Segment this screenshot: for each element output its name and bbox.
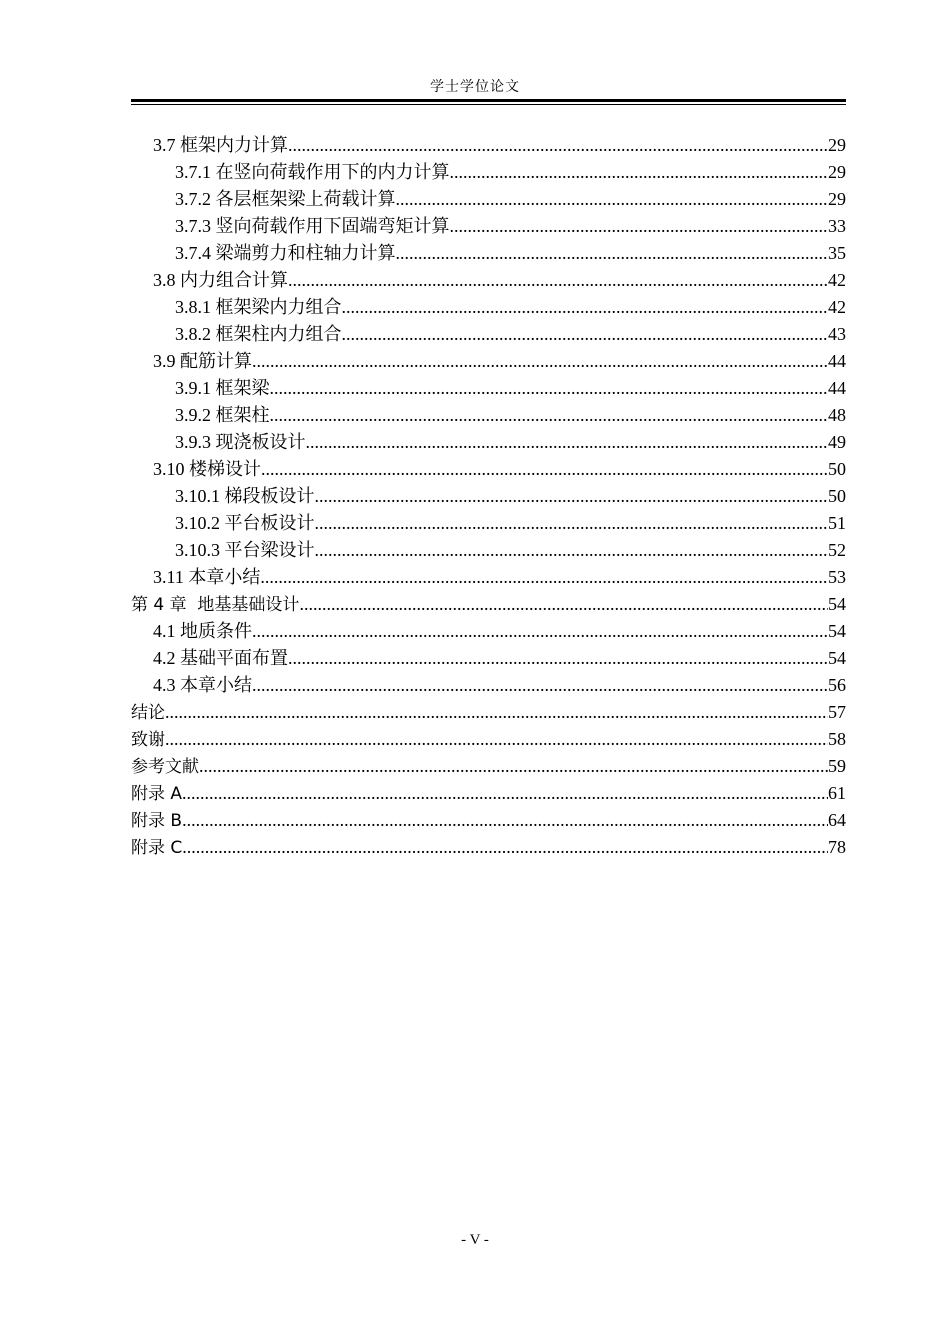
toc-entry-title: 3.8.1 框架梁内力组合 [175, 297, 342, 317]
toc-entry-title: 附录 C [131, 838, 183, 858]
toc-dot-leader [270, 375, 829, 402]
toc-dot-leader [252, 672, 828, 699]
toc-entry-3-7-3[interactable] [131, 213, 846, 240]
toc-page-number: 44 [828, 351, 846, 371]
toc-entry-title: 结论 [131, 703, 165, 723]
page-footer-number: - V - [461, 1232, 489, 1248]
toc-entry-title: 3.10.1 梯段板设计 [175, 486, 315, 506]
toc-entry-3-7-4[interactable] [131, 240, 846, 267]
toc-dot-leader [299, 591, 828, 618]
toc-page-number: 42 [828, 270, 846, 290]
toc-entry-title: 3.9.1 框架梁 [175, 378, 270, 398]
toc-entry-4-1[interactable] [131, 618, 846, 645]
toc-dot-leader [342, 294, 829, 321]
toc-dot-leader [315, 483, 829, 510]
toc-entry-3-8-2[interactable] [131, 321, 846, 348]
toc-entry-3-9-2[interactable] [131, 402, 846, 429]
toc-dot-leader [315, 510, 829, 537]
toc-page-number: 48 [828, 405, 846, 425]
toc-entry-3-9[interactable] [131, 348, 846, 375]
toc-entry-3-7-2[interactable] [131, 186, 846, 213]
toc-dot-leader [450, 159, 829, 186]
toc-entry-title: 3.7.4 梁端剪力和柱轴力计算 [175, 243, 396, 263]
toc-page-number: 29 [828, 162, 846, 182]
toc-entry-title: 3.10.3 平台梁设计 [175, 540, 315, 560]
toc-dot-leader [396, 186, 829, 213]
toc-entry-title: 3.10 楼梯设计 [153, 459, 261, 479]
header-divider-thin [131, 104, 846, 105]
toc-entry-3-8-1[interactable] [131, 294, 846, 321]
toc-entry-appendix-c[interactable] [131, 834, 846, 861]
toc-entry-title: 附录 B [131, 811, 183, 831]
toc-dot-leader [288, 132, 828, 159]
toc-entry-title: 附录 A [131, 784, 183, 804]
toc-entry-3-10[interactable] [131, 456, 846, 483]
toc-entry-appendix-b[interactable] [131, 807, 846, 834]
toc-dot-leader [199, 753, 828, 780]
toc-dot-leader [252, 618, 828, 645]
toc-page-number: 33 [828, 216, 846, 236]
toc-entry-references[interactable] [131, 753, 846, 780]
toc-entry-conclusion[interactable] [131, 699, 846, 726]
toc-entry-title: 致谢 [131, 730, 165, 750]
toc-entry-title: 3.7.3 竖向荷载作用下固端弯矩计算 [175, 216, 450, 236]
toc-entry-title: 4.3 本章小结 [153, 675, 252, 695]
toc-entry-3-10-3[interactable] [131, 537, 846, 564]
toc-dot-leader [182, 807, 828, 834]
toc-page-number: 29 [828, 189, 846, 209]
toc-dot-leader [315, 537, 829, 564]
toc-page-number: 52 [828, 540, 846, 560]
toc-page-number: 58 [828, 729, 846, 749]
toc-page-number: 78 [828, 837, 846, 857]
toc-dot-leader [182, 834, 828, 861]
toc-entry-title: 3.11 本章小结 [153, 567, 261, 587]
toc-page-number: 64 [828, 810, 846, 830]
toc-dot-leader [288, 645, 828, 672]
toc-page-number: 29 [828, 135, 846, 155]
toc-page-number: 53 [828, 567, 846, 587]
toc-entry-title: 3.9.2 框架柱 [175, 405, 270, 425]
toc-entry-title: 4.1 地质条件 [153, 621, 252, 641]
toc-entry-title: 3.10.2 平台板设计 [175, 513, 315, 533]
toc-dot-leader [165, 699, 828, 726]
toc-entry-3-10-2[interactable] [131, 510, 846, 537]
toc-entry-4-3[interactable] [131, 672, 846, 699]
toc-page-number: 44 [828, 378, 846, 398]
toc-dot-leader [252, 348, 828, 375]
toc-page-number: 59 [828, 756, 846, 776]
toc-page-number: 42 [828, 297, 846, 317]
toc-dot-leader [261, 456, 828, 483]
toc-dot-leader [288, 267, 828, 294]
toc-dot-leader [165, 726, 828, 753]
toc-entry-appendix-a[interactable] [131, 780, 846, 807]
toc-dot-leader [270, 402, 829, 429]
header-divider-thick [131, 99, 846, 102]
toc-entry-title: 3.7.2 各层框架梁上荷载计算 [175, 189, 396, 209]
toc-dot-leader [182, 780, 828, 807]
toc-dot-leader [260, 564, 828, 591]
toc-entry-4-2[interactable] [131, 645, 846, 672]
toc-entry-3-9-3[interactable] [131, 429, 846, 456]
toc-page-number: 35 [828, 243, 846, 263]
toc-entry-3-11[interactable] [131, 564, 846, 591]
toc-page-number: 54 [828, 621, 846, 641]
toc-page-number: 50 [828, 486, 846, 506]
toc-page-number: 56 [828, 675, 846, 695]
toc-entry-title: 参考文献 [131, 757, 199, 777]
toc-page-number: 54 [828, 594, 846, 614]
toc-page-number: 49 [828, 432, 846, 452]
toc-entry-title: 3.8 内力组合计算 [153, 270, 288, 290]
table-of-contents [131, 132, 846, 861]
toc-entry-title: 3.7 框架内力计算 [153, 135, 288, 155]
toc-page-number: 61 [828, 783, 846, 803]
toc-dot-leader [450, 213, 829, 240]
toc-entry-title: 3.7.1 在竖向荷载作用下的内力计算 [175, 162, 450, 182]
toc-entry-chapter-4[interactable] [131, 591, 846, 618]
toc-entry-title: 第 4 章 地基基础设计 [131, 595, 300, 615]
toc-entry-title: 3.9 配筋计算 [153, 351, 252, 371]
toc-entry-acknowledgements[interactable] [131, 726, 846, 753]
toc-entry-title: 3.8.2 框架柱内力组合 [175, 324, 342, 344]
toc-entry-3-9-1[interactable] [131, 375, 846, 402]
toc-page-number: 51 [828, 513, 846, 533]
toc-page-number: 57 [828, 702, 846, 722]
toc-page-number: 54 [828, 648, 846, 668]
toc-dot-leader [306, 429, 829, 456]
toc-dot-leader [396, 240, 829, 267]
toc-entry-title: 3.9.3 现浇板设计 [175, 432, 306, 452]
toc-entry-3-8[interactable] [131, 267, 846, 294]
toc-page-number: 50 [828, 459, 846, 479]
toc-page-number: 43 [828, 324, 846, 344]
toc-entry-3-7[interactable] [131, 132, 846, 159]
toc-entry-3-10-1[interactable] [131, 483, 846, 510]
toc-entry-title: 4.2 基础平面布置 [153, 648, 288, 668]
page-header-title: 学士学位论文 [430, 80, 520, 95]
toc-entry-3-7-1[interactable] [131, 159, 846, 186]
toc-dot-leader [342, 321, 829, 348]
